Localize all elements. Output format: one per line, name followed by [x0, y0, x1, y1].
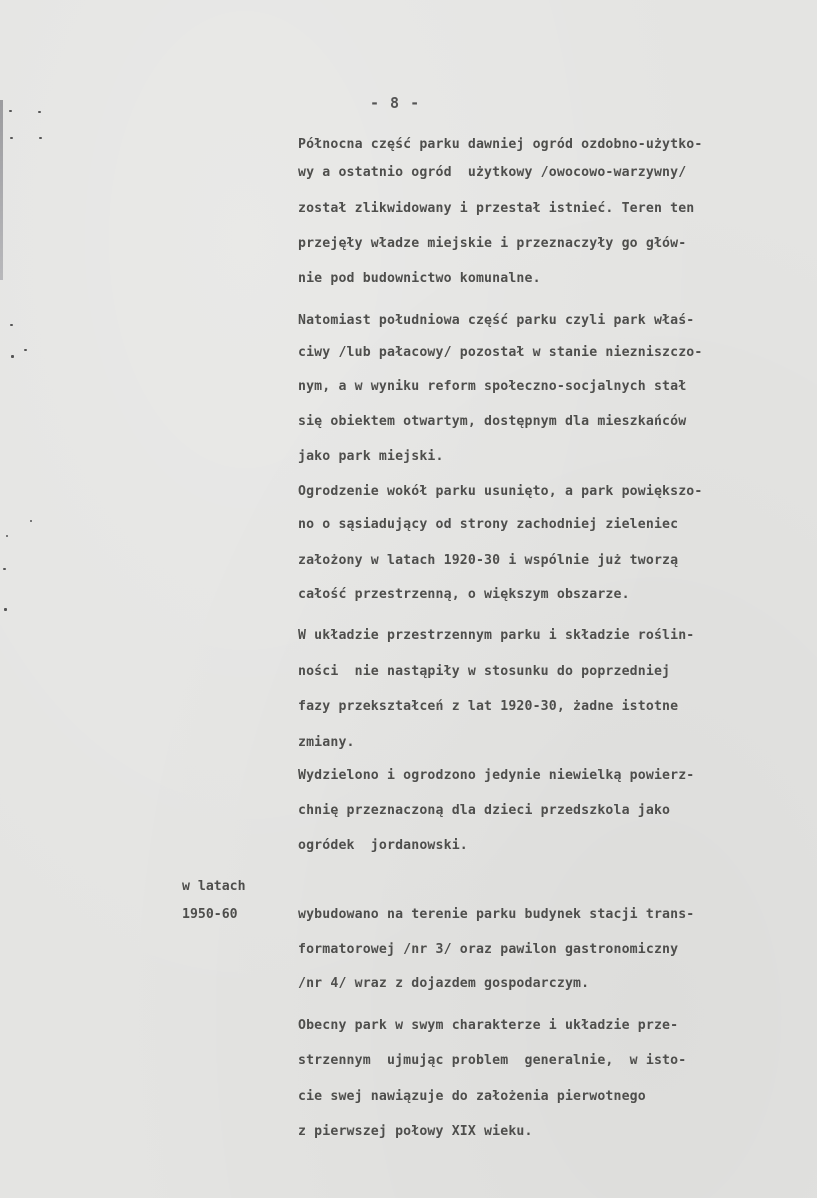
margin-speck — [4, 608, 7, 611]
margin-speck — [38, 111, 41, 113]
margin-speck — [3, 568, 6, 570]
side-label: w latach — [182, 879, 246, 894]
text-line: się obiektem otwartym, dostępnym dla mieszkańców — [298, 414, 687, 429]
text-line: strzennym ujmując problem generalnie, w isto- — [298, 1053, 687, 1068]
text-line: z pierwszej połowy XIX wieku. — [298, 1124, 533, 1139]
text-line: zmiany. — [298, 735, 355, 750]
text-line: ności nie nastąpiły w stosunku do poprzedniej — [298, 664, 671, 679]
text-line: założony w latach 1920-30 i wspólnie już tworzą — [298, 553, 679, 568]
side-label: 1950-60 — [182, 907, 238, 922]
text-line: ogródek jordanowski. — [298, 838, 468, 853]
text-line: no o sąsiadujący od strony zachodniej zieleniec — [298, 517, 679, 532]
text-line: Natomiast południowa część parku czyli park właś- — [298, 313, 695, 328]
margin-speck — [11, 355, 14, 358]
text-line: Obecny park w swym charakterze i układzie prze- — [298, 1018, 679, 1033]
margin-speck — [24, 349, 27, 351]
text-line: ciwy /lub pałacowy/ pozostał w stanie niezniszczo- — [298, 345, 703, 360]
text-line: cie swej nawiązuje do założenia pierwotnego — [298, 1089, 646, 1104]
text-line: wybudowano na terenie parku budynek stacji trans- — [298, 907, 695, 922]
margin-speck — [6, 535, 8, 537]
text-line: formatorowej /nr 3/ oraz pawilon gastronomiczny — [298, 942, 679, 957]
text-line: chnię przeznaczoną dla dzieci przedszkola jako — [298, 803, 671, 818]
margin-speck — [30, 520, 32, 522]
page-number: - 8 - — [370, 94, 421, 112]
text-line: nie pod budownictwo komunalne. — [298, 271, 541, 286]
margin-speck — [10, 137, 13, 139]
text-line: wy a ostatnio ogród użytkowy /owocowo-warzywny/ — [298, 165, 687, 180]
text-line: Ogrodzenie wokół parku usunięto, a park powiększo- — [298, 484, 703, 499]
text-line: został zlikwidowany i przestał istnieć. Teren ten — [298, 201, 695, 216]
margin-speck — [10, 324, 13, 326]
text-line: fazy przekształceń z lat 1920-30, żadne istotne — [298, 699, 679, 714]
text-line: /nr 4/ wraz z dojazdem gospodarczym. — [298, 976, 590, 991]
text-line: Północna część parku dawniej ogród ozdobno-użytko- — [298, 137, 703, 152]
text-line: nym, a w wyniku reform społeczno-socjalnych stał — [298, 379, 687, 394]
text-line: przejęły władze miejskie i przeznaczyły go głów- — [298, 236, 687, 251]
text-line: W układzie przestrzennym parku i składzie roślin- — [298, 628, 695, 643]
text-line: Wydzielono i ogrodzono jedynie niewielką powierz- — [298, 768, 695, 783]
text-line: całość przestrzenną, o większym obszarze. — [298, 587, 630, 602]
margin-speck — [9, 110, 12, 112]
margin-speck — [39, 137, 42, 139]
scan-edge-shadow — [0, 100, 3, 280]
text-line: jako park miejski. — [298, 449, 444, 464]
